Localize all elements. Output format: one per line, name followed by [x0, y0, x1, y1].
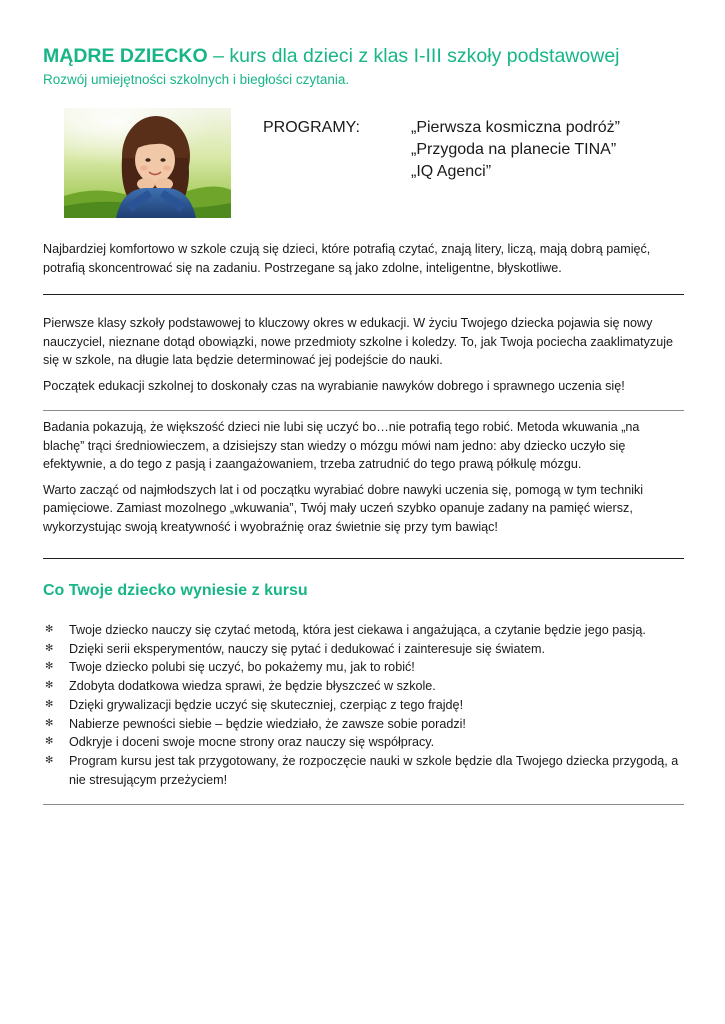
list-item-text: Program kursu jest tak przygotowany, że rozpoczęcie nauki w szkole będzie dla Twojego dziecka przygodą, a nie stresującym przeżyciem! — [69, 753, 679, 787]
paragraph-first-grades: Pierwsze klasy szkoły podstawowej to kluczowy okres w edukacji. W życiu Twojego dziecka pojawia się nowy nauczyciel, nieznane dotąd obowiązki, nowe przedmioty szkolne i koledzy. To, jak Twoja pociecha zaaklimatyzuje się w szkole, na długie lata będzie determinować jej podejście do nauki. — [43, 316, 674, 367]
program-item: „Pierwsza kosmiczna podróż” — [411, 119, 620, 136]
list-item-text: Dzięki serii eksperymentów, nauczy się pytać i dedukować i zainteresuje się światem. — [69, 641, 545, 656]
list-item — [43, 733, 683, 752]
paragraph-memory-techniques: Warto zacząć od najmłodszych lat i od początku wyrabiać dobre nawyki uczenia się, pomogą w tym techniki pamięciowe. Zamiast mozolnego „wkuwania”, Twój mały uczeń szybko opanuje zadany na pamięć wiersz, wykorzystując swoją kreatywność i wyobraźnię oraz świetnie się przy tym bawiąc! — [43, 482, 644, 534]
programs-label: PROGRAMY: — [263, 119, 360, 136]
list-item — [43, 677, 683, 696]
girl-portrait-photo — [64, 108, 231, 218]
programs-list — [411, 117, 620, 183]
photo-illustration — [64, 108, 231, 218]
asterisk-bullet-icon: ✻ — [45, 754, 54, 766]
list-item — [43, 696, 683, 715]
list-item-text: Odkryje i doceni swoje mocne strony oraz nauczy się współpracy. — [69, 735, 435, 750]
list-item-text: Twoje dziecko polubi się uczyć, bo pokażemy mu, jak to robić! — [69, 660, 415, 675]
section-divider — [43, 804, 684, 805]
list-item-text: Zdobyta dodatkowa wiedza sprawi, że będzie błyszczeć w szkole. — [69, 679, 436, 694]
list-item-text: Twoje dziecko nauczy się czytać metodą, która jest ciekawa i angażująca, a czytanie będzie jego pasją. — [69, 623, 646, 637]
program-item: „IQ Agenci” — [411, 163, 492, 180]
page-subtitle: Rozwój umiejętności szkolnych i biegłości czytania. — [43, 72, 350, 87]
title-description: – kurs dla dzieci z klas I-III szkoły podstawowej — [207, 45, 620, 67]
asterisk-bullet-icon: ✻ — [45, 717, 54, 729]
list-item — [43, 658, 683, 677]
section-divider — [43, 558, 684, 559]
asterisk-bullet-icon: ✻ — [45, 680, 54, 692]
asterisk-bullet-icon: ✻ — [45, 642, 54, 654]
list-item — [43, 715, 683, 734]
paragraph-research: Badania pokazują, że większość dzieci nie lubi się uczyć bo…nie potrafią tego robić. Metoda wkuwania „na blachę” trąci średniowieczem, a dzisiejszy stan wiedzy o mózgu mówi nam jedno: aby dziecko uczyło się efektywnie, a do tego z pasją i zaangażowaniem, trzeba zatrudnić do tego prawą półkulę mózgu. — [43, 420, 640, 471]
benefits-heading: Co Twoje dziecko wyniesie z kursu — [43, 582, 308, 599]
first-grades-section — [43, 314, 683, 402]
list-item-text: Nabierze pewności siebie – będzie wiedziało, że zawsze sobie poradzi! — [69, 716, 466, 731]
asterisk-bullet-icon: ✻ — [45, 661, 54, 673]
section-divider — [43, 294, 684, 295]
benefits-list — [43, 621, 683, 789]
asterisk-bullet-icon: ✻ — [45, 736, 54, 748]
list-item — [43, 640, 683, 659]
program-item: „Przygoda na planecie TINA” — [411, 141, 617, 158]
asterisk-bullet-icon: ✻ — [45, 698, 54, 710]
intro-paragraph: Najbardziej komfortowo w szkole czują się dzieci, które potrafią czytać, znają litery, liczą, mają dobrą pamięć, potrafią skoncentrować się na zadaniu. Postrzegane są jako zdolne, inteligentne, błyskotliwe. — [43, 242, 651, 275]
list-item — [43, 621, 683, 640]
page-title — [43, 44, 693, 68]
section-divider — [43, 410, 684, 411]
asterisk-bullet-icon: ✻ — [45, 624, 54, 635]
list-item — [43, 752, 683, 789]
list-item-text: Dzięki grywalizacji będzie uczyć się skuteczniej, czerpiąc z tego frajdę! — [69, 697, 464, 712]
intro-section — [43, 240, 683, 284]
title-brand: MĄDRE DZIECKO — [43, 45, 208, 67]
paragraph-education-start: Początek edukacji szkolnej to doskonały czas na wyrabianie nawyków dobrego i sprawnego uczenia się! — [43, 378, 625, 393]
research-section — [43, 418, 683, 543]
